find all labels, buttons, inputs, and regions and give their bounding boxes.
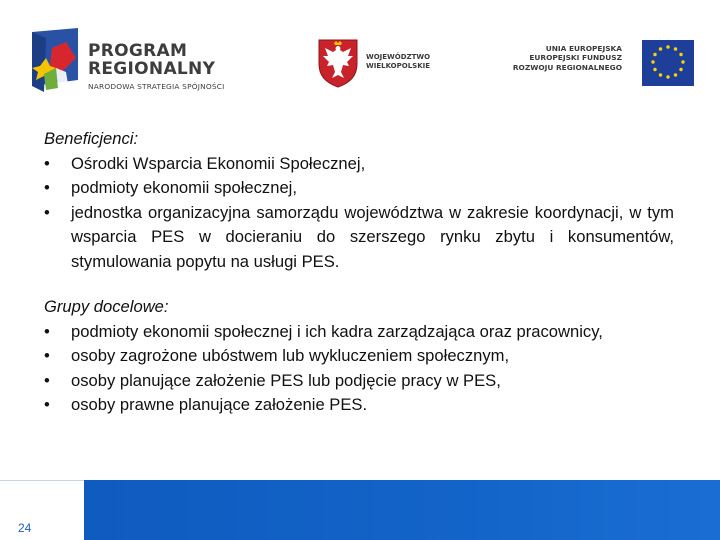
target-groups-title: Grupy docelowe:: [44, 297, 169, 316]
beneficiaries-list: [44, 152, 674, 275]
eu-logo-line2: EUROPEJSKI FUNDUSZ: [529, 53, 622, 63]
eagle-shield-icon: [317, 38, 359, 88]
beneficiary-item: • Ośrodki Wsparcia Ekonomii Społecznej,: [44, 152, 674, 177]
program-logo-line2: REGIONALNY: [88, 59, 216, 79]
footer: [0, 480, 720, 540]
eu-logo-line1: UNIA EUROPEJSKA: [545, 44, 622, 53]
beneficiaries-title: Beneficjenci:: [44, 129, 139, 148]
region-logo-line1: WOJEWÓDZTWO: [366, 53, 431, 61]
target-groups-list: [44, 320, 674, 418]
target-group-item: • osoby prawne planujące założenie PES.: [44, 393, 674, 418]
target-group-item: • osoby planujące założenie PES lub podjęcie pracy w PES,: [44, 369, 674, 394]
target-group-item: • osoby zagrożone ubóstwem lub wykluczeniem społecznym,: [44, 344, 674, 369]
region-logo-line2: WIELKOPOLSKIE: [366, 62, 431, 70]
program-logo-line1: PROGRAM: [88, 41, 188, 61]
page-number: 24: [18, 521, 32, 535]
slide-content: [44, 127, 674, 418]
footer-bar: [84, 480, 720, 540]
eu-flag-icon: [642, 40, 694, 86]
footer-page-area: [0, 480, 84, 540]
program-regionalny-emblem-icon: [26, 28, 84, 96]
eu-logo-line3: ROZWOJU REGIONALNEGO: [512, 62, 622, 72]
target-group-item: • podmioty ekonomii społecznej i ich kadra zarządzająca oraz pracownicy,: [44, 320, 674, 345]
beneficiary-item: • jednostka organizacyjna samorządu województwa w zakresie koordynacji, w tym wsparcia PES w docieraniu do szerszego rynku zbytu i konsumentów, stymulowania popytu na usługi PES.: [44, 201, 674, 275]
beneficiary-item: • podmioty ekonomii społecznej,: [44, 176, 674, 201]
wielkopolskie-logo: [317, 38, 457, 90]
program-regionalny-logo: [26, 24, 256, 102]
program-logo-line3: NARODOWA STRATEGIA SPÓJNOŚCI: [88, 82, 225, 91]
eu-logo: [498, 40, 698, 90]
